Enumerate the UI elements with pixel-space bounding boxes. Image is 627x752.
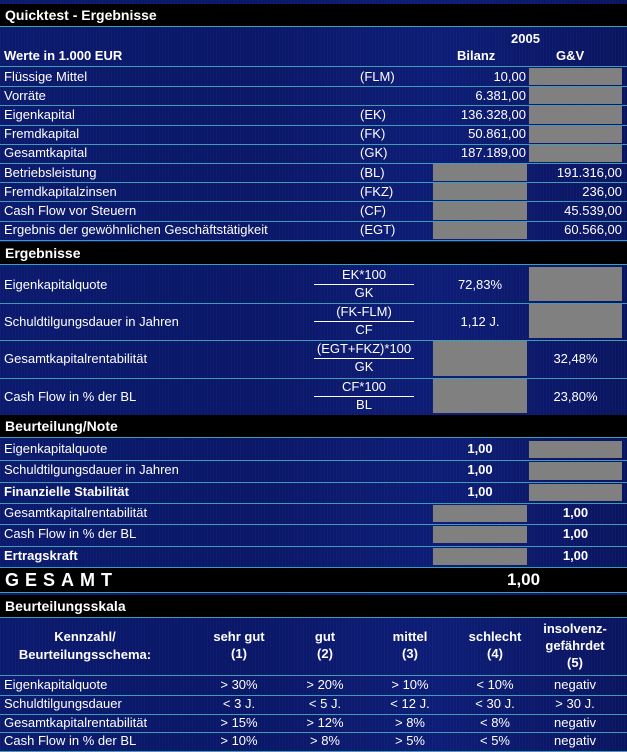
input-label: Fremdkapital [4,126,80,142]
ergebnis-label: Gesamtkapitalrentabilität [4,351,148,367]
bilanz-value: 6.381,00 [475,87,526,103]
empty-cell [529,462,622,479]
skala-value: > 15% [220,714,258,730]
gesamt-value: 1,00 [507,570,541,589]
input-label: Flüssige Mittel [4,68,88,84]
empty-cell [433,222,527,239]
skala-column-header: gut (2) [314,629,336,661]
skala-value: < 10% [476,677,514,692]
bilanz-grade: 1,00 [467,483,493,499]
skala-value: > 5% [395,733,425,749]
empty-cell [433,202,527,219]
beurteilung-header [0,415,627,438]
empty-cell [433,341,527,375]
row-divider [0,240,627,241]
bilanz-value: 187.189,00 [460,145,526,161]
formula-denominator: BL [356,396,372,412]
bilanz-grade: 1,00 [467,462,493,478]
units-label: Werte in 1.000 EUR [4,48,123,63]
gesamt-label: GESAMT [5,570,119,590]
empty-cell [433,526,527,543]
formula-denominator: GK [354,359,374,375]
formula-numerator: (EGT+FKZ)*100 [316,341,412,357]
beurteilung-label: Eigenkapitalquote [4,441,108,456]
input-label: Cash Flow vor Steuern [4,202,137,218]
ergebnisse-header [0,242,627,265]
skala-row-label: Gesamtkapitalrentabilität [4,714,148,730]
ergebnis-label: Eigenkapitalquote [4,277,108,292]
row-divider [0,460,627,461]
skala-value: > 30% [220,677,258,692]
empty-cell [433,548,527,565]
row-divider [0,675,627,676]
ergebnis-label: Cash Flow in % der BL [4,388,137,404]
skala-header [0,595,627,618]
row-divider [0,546,627,547]
formula-numerator: CF*100 [341,378,387,394]
guv-value: 23,80% [553,388,598,404]
input-abbr: (FKZ) [360,183,394,199]
skala-value: < 30 J. [475,695,515,711]
empty-cell [433,183,527,200]
input-abbr: (EK) [360,106,386,122]
year-label: 2005 [511,31,540,46]
beurteilung-label: Cash Flow in % der BL [4,526,137,542]
skala-value: negativ [554,677,596,692]
beurteilung-label: Ertragskraft [4,547,78,563]
input-label: Betriebsleistung [4,164,97,180]
skala-row-label: Cash Flow in % der BL [4,733,137,749]
guv-value: 236,00 [582,183,622,199]
bilanz-value: 72,83% [457,277,503,292]
row-divider [0,482,627,483]
skala-value: < 5% [480,733,510,749]
input-label: Fremdkapitalzinsen [4,183,117,199]
ergebnisse-title: Ergebnisse [5,245,81,261]
input-abbr: (EGT) [360,222,396,238]
skala-column-header: insolvenz- gefährdet (5) [543,621,607,670]
page-title: Quicktest - Ergebnisse [5,7,157,23]
skala-value: < 5 J. [308,695,342,711]
empty-cell [433,505,527,522]
input-label: Eigenkapital [4,106,75,122]
guv-grade: 1,00 [562,526,589,542]
empty-cell [529,484,622,501]
empty-cell [529,106,622,123]
skala-row-label: Schuldtilgungsdauer [4,695,122,711]
skala-column-header: schlecht (4) [468,629,522,661]
input-label: Vorräte [4,87,46,103]
guv-grade: 1,00 [562,504,589,520]
skala-value: > 8% [310,733,340,749]
bilanz-value: 1,12 J. [460,314,500,330]
beurteilung-label: Finanzielle Stabilität [4,483,129,499]
skala-value: > 10% [220,733,258,749]
column-guv: G&V [556,48,585,63]
skala-title: Beurteilungsskala [5,598,126,614]
input-abbr: (BL) [360,164,385,180]
empty-cell [529,68,622,85]
guv-value: 60.566,00 [564,222,622,238]
beurteilung-label: Gesamtkapitalrentabilität [4,504,148,520]
skala-value: > 20% [306,677,344,692]
empty-cell [529,87,622,104]
skala-value: < 12 J. [390,695,430,711]
skala-value: > 12% [306,714,344,730]
skala-value: > 10% [391,677,429,692]
guv-value: 32,48% [553,351,598,367]
skala-column-header: sehr gut (1) [213,629,265,661]
empty-cell [529,441,622,458]
column-bilanz: Bilanz [457,48,496,63]
skala-value: < 3 J. [222,695,256,711]
bilanz-value: 50.861,00 [468,126,526,142]
input-abbr: (CF) [360,202,386,218]
formula-denominator: CF [355,322,373,338]
title-bar [0,4,627,27]
ergebnis-label: Schuldtilgungsdauer in Jahren [4,314,179,330]
skala-value: > 8% [395,714,425,730]
guv-value: 45.539,00 [564,202,622,218]
input-abbr: (FLM) [360,68,395,84]
skala-value: negativ [554,733,596,749]
beurteilung-title: Beurteilung/Note [5,418,118,434]
skala-value: < 8% [480,714,510,730]
empty-cell [529,267,622,301]
empty-cell [529,126,622,143]
guv-value: 191.316,00 [556,164,622,180]
skala-row-label: Eigenkapitalquote [4,677,108,692]
formula-denominator: GK [354,285,374,300]
bilanz-value: 136.328,00 [460,106,526,122]
formula-numerator: EK*100 [341,267,387,282]
row-divider [0,503,627,504]
empty-cell [433,164,527,181]
beurteilung-label: Schuldtilgungsdauer in Jahren [4,462,179,478]
empty-cell [529,145,622,162]
skala-value: negativ [554,714,596,730]
formula-numerator: (FK-FLM) [336,304,392,320]
row-divider [0,524,627,525]
bilanz-grade: 1,00 [467,441,493,456]
skala-value: > 30 J. [555,695,595,711]
input-abbr: (GK) [360,145,388,161]
input-label: Ergebnis der gewöhnlichen Geschäftstätigkeit [4,222,268,238]
bilanz-value: 10,00 [493,68,526,84]
input-label: Gesamtkapital [4,145,88,161]
skala-column-header: mittel (3) [392,629,428,661]
guv-grade: 1,00 [562,547,589,563]
empty-cell [433,379,527,413]
empty-cell [529,304,622,338]
skala-kennzahl-header: Kennzahl/ Beurteilungsschema: [18,629,152,662]
input-abbr: (FK) [360,126,386,142]
